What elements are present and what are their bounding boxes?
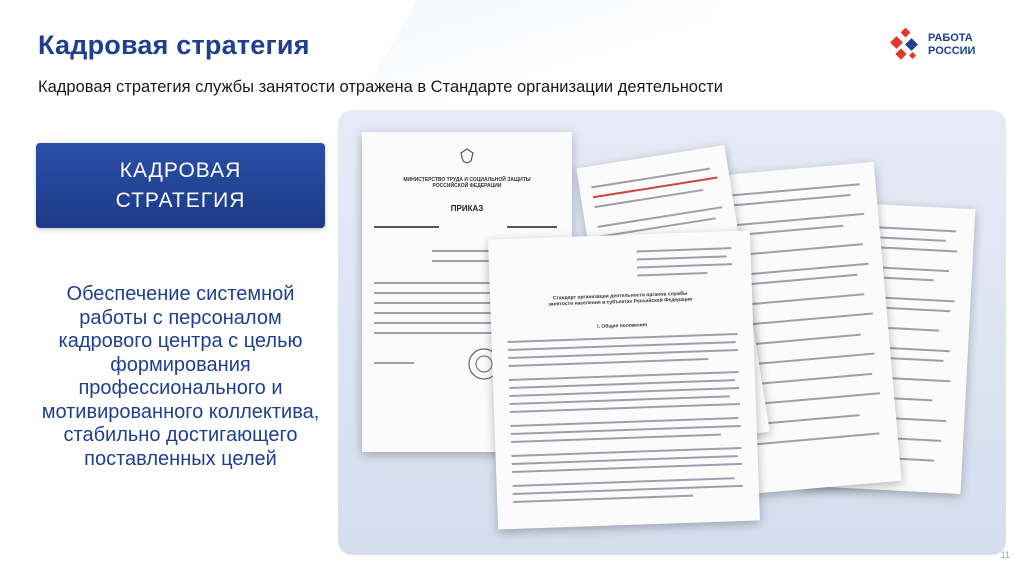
document-standard-page	[488, 231, 760, 530]
logo-line-2: РОССИИ	[928, 45, 976, 57]
strategy-description: Обеспечение системной работы с персоналом кадрового центра с целью формирования профессионального и мотивированного коллектива, стабильно достигающего поставленных целей	[41, 283, 320, 470]
standard-section: I. Общие положения	[597, 322, 648, 330]
page-subtitle: Кадровая стратегия службы занятости отражена в Стандарте организации деятельности	[38, 78, 724, 96]
strategy-box-line-1: КАДРОВАЯ	[119, 158, 242, 182]
logo-star-icon	[888, 28, 922, 62]
page-title: Кадровая стратегия	[38, 30, 310, 60]
rabota-rossii-logo	[888, 28, 975, 62]
coat-of-arms-icon	[459, 148, 475, 164]
logo-line-1: РАБОТА	[928, 32, 973, 44]
page-number: 11	[1000, 550, 1010, 560]
strategy-box	[36, 143, 325, 228]
strategy-box-line-2: СТРАТЕГИЯ	[115, 188, 246, 212]
standard-title: Стандарт организации деятельности органов службы занятости населения в субъектах Российской Федерации	[548, 290, 693, 308]
document-images-panel	[338, 110, 1006, 555]
order-title: ПРИКАЗ	[450, 204, 484, 213]
order-ministry: МИНИСТЕРСТВО ТРУДА И СОЦИАЛЬНОЙ ЗАЩИТЫ РОССИЙСКОЙ ФЕДЕРАЦИИ	[403, 177, 531, 189]
logo-text	[928, 32, 975, 58]
